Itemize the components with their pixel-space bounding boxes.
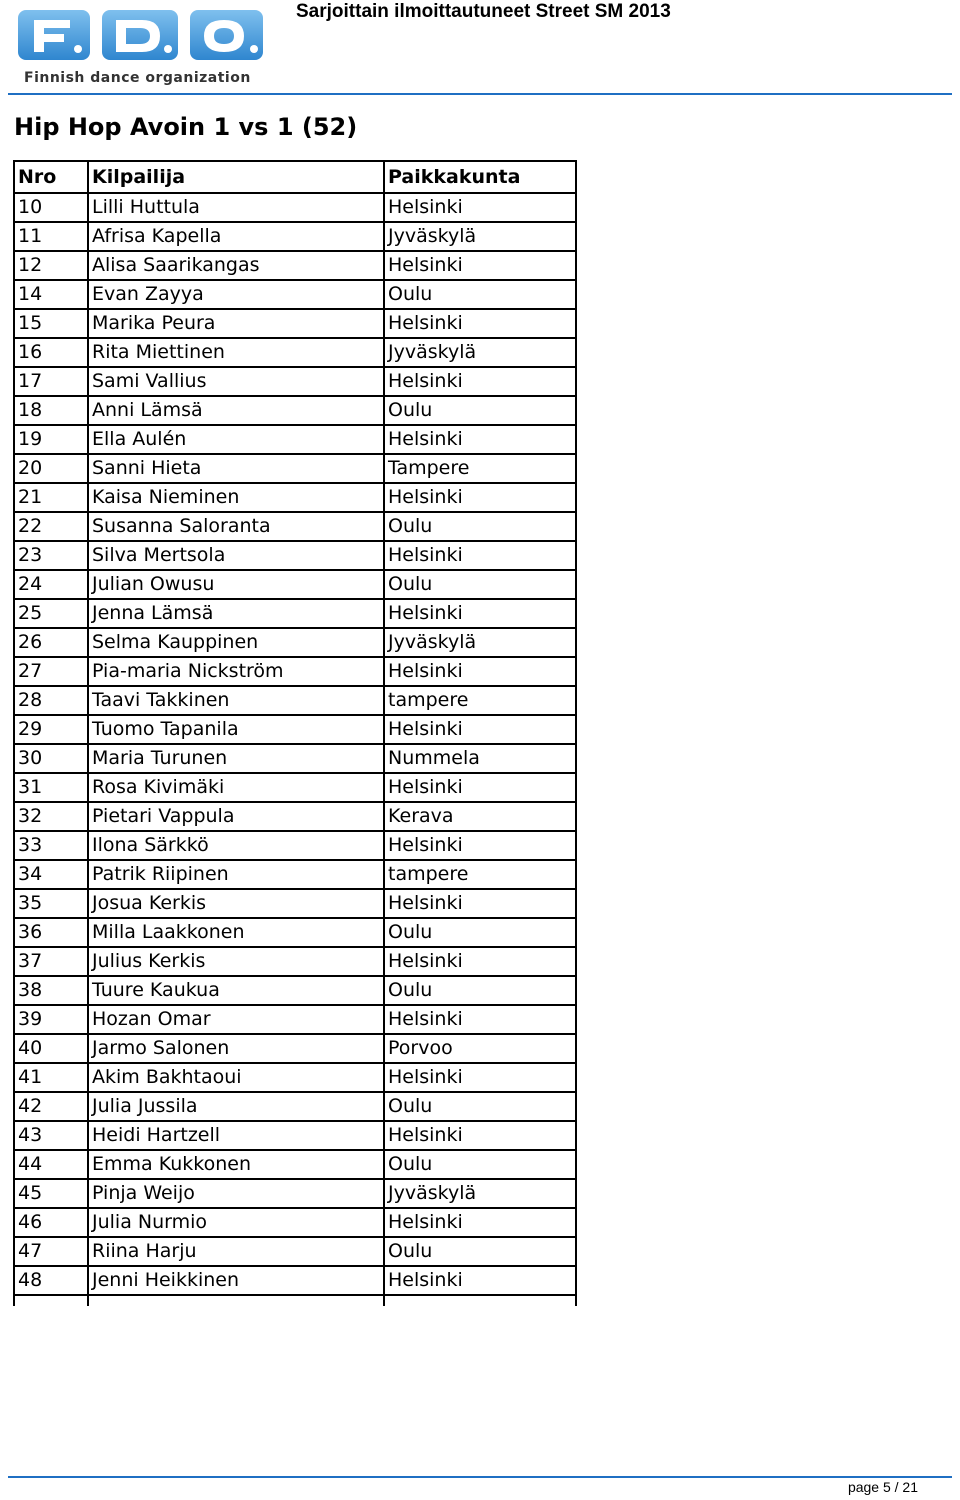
cell-kilpailija: Susanna Saloranta xyxy=(88,512,384,541)
cell-paikkakunta: Oulu xyxy=(384,1237,576,1266)
cell-kilpailija: Pinja Weijo xyxy=(88,1179,384,1208)
table-row xyxy=(14,1150,576,1179)
table-row xyxy=(14,889,576,918)
cell-paikkakunta: Helsinki xyxy=(384,193,576,222)
cell-kilpailija: Evan Zayya xyxy=(88,280,384,309)
table-row xyxy=(14,628,576,657)
table-row xyxy=(14,251,576,280)
fdo-logo-mark xyxy=(18,8,263,64)
cell-nro: 25 xyxy=(14,599,88,628)
cell-nro: 45 xyxy=(14,1179,88,1208)
column-header-kilpailija: Kilpailija xyxy=(88,161,384,193)
cell-nro: 21 xyxy=(14,483,88,512)
cell-paikkakunta: Helsinki xyxy=(384,889,576,918)
cell-kilpailija: Tuure Kaukua xyxy=(88,976,384,1005)
cell-paikkakunta: tampere xyxy=(384,686,576,715)
cell-paikkakunta: Helsinki xyxy=(384,1121,576,1150)
cell-nro: 11 xyxy=(14,222,88,251)
table-row xyxy=(14,599,576,628)
cell-nro: 41 xyxy=(14,1063,88,1092)
cell-nro: 37 xyxy=(14,947,88,976)
cell-kilpailija: Alisa Saarikangas xyxy=(88,251,384,280)
fdo-logo xyxy=(18,8,263,88)
cell-nro: 23 xyxy=(14,541,88,570)
cell-kilpailija: Akim Bakhtaoui xyxy=(88,1063,384,1092)
cell-paikkakunta: Oulu xyxy=(384,976,576,1005)
cell-paikkakunta: Jyväskylä xyxy=(384,1179,576,1208)
table-row xyxy=(14,483,576,512)
cell-nro: 38 xyxy=(14,976,88,1005)
empty-cell xyxy=(14,1295,88,1306)
cell-kilpailija: Sanni Hieta xyxy=(88,454,384,483)
cell-paikkakunta: Helsinki xyxy=(384,1063,576,1092)
table-row xyxy=(14,425,576,454)
cell-paikkakunta: Helsinki xyxy=(384,947,576,976)
table-row xyxy=(14,744,576,773)
cell-paikkakunta: Jyväskylä xyxy=(384,338,576,367)
table-row xyxy=(14,570,576,599)
cell-paikkakunta: Helsinki xyxy=(384,715,576,744)
table-row xyxy=(14,454,576,483)
cell-kilpailija: Taavi Takkinen xyxy=(88,686,384,715)
footer-divider xyxy=(8,1476,952,1478)
cell-nro: 32 xyxy=(14,802,88,831)
cell-nro: 39 xyxy=(14,1005,88,1034)
table-row xyxy=(14,686,576,715)
cell-kilpailija: Tuomo Tapanila xyxy=(88,715,384,744)
table-row xyxy=(14,309,576,338)
cell-nro: 10 xyxy=(14,193,88,222)
cell-kilpailija: Rita Miettinen xyxy=(88,338,384,367)
cell-kilpailija: Kaisa Nieminen xyxy=(88,483,384,512)
cell-nro: 35 xyxy=(14,889,88,918)
cell-kilpailija: Milla Laakkonen xyxy=(88,918,384,947)
cell-paikkakunta: Oulu xyxy=(384,570,576,599)
cell-paikkakunta: Helsinki xyxy=(384,1266,576,1295)
table-row xyxy=(14,1266,576,1295)
cell-paikkakunta: Oulu xyxy=(384,280,576,309)
table-row xyxy=(14,280,576,309)
table-row xyxy=(14,1005,576,1034)
cell-paikkakunta: tampere xyxy=(384,860,576,889)
entries-table xyxy=(13,160,577,1306)
cell-paikkakunta: Oulu xyxy=(384,918,576,947)
section-title: Hip Hop Avoin 1 vs 1 (52) xyxy=(14,113,358,141)
cell-paikkakunta: Oulu xyxy=(384,1092,576,1121)
cell-kilpailija: Jarmo Salonen xyxy=(88,1034,384,1063)
cell-kilpailija: Anni Lämsä xyxy=(88,396,384,425)
cell-nro: 27 xyxy=(14,657,88,686)
cell-nro: 24 xyxy=(14,570,88,599)
page-number: page 5 / 21 xyxy=(847,1479,918,1495)
cell-paikkakunta: Helsinki xyxy=(384,483,576,512)
table-row xyxy=(14,222,576,251)
cell-nro: 36 xyxy=(14,918,88,947)
cell-paikkakunta: Helsinki xyxy=(384,773,576,802)
cell-nro: 46 xyxy=(14,1208,88,1237)
document-title: Sarjoittain ilmoittautuneet Street SM 2013 xyxy=(296,1,671,22)
cell-paikkakunta: Kerava xyxy=(384,802,576,831)
empty-cell xyxy=(88,1295,384,1306)
cell-kilpailija: Maria Turunen xyxy=(88,744,384,773)
table-row xyxy=(14,1179,576,1208)
column-header-nro: Nro xyxy=(14,161,88,193)
cell-nro: 18 xyxy=(14,396,88,425)
cell-kilpailija: Heidi Hartzell xyxy=(88,1121,384,1150)
cell-kilpailija: Pietari Vappula xyxy=(88,802,384,831)
cell-nro: 30 xyxy=(14,744,88,773)
cell-nro: 28 xyxy=(14,686,88,715)
cell-kilpailija: Julian Owusu xyxy=(88,570,384,599)
cell-paikkakunta: Helsinki xyxy=(384,657,576,686)
table-row xyxy=(14,773,576,802)
cell-paikkakunta: Helsinki xyxy=(384,309,576,338)
table-row xyxy=(14,802,576,831)
cell-paikkakunta: Helsinki xyxy=(384,367,576,396)
cell-kilpailija: Lilli Huttula xyxy=(88,193,384,222)
cell-kilpailija: Marika Peura xyxy=(88,309,384,338)
cell-kilpailija: Patrik Riipinen xyxy=(88,860,384,889)
cell-nro: 19 xyxy=(14,425,88,454)
table-header-row xyxy=(14,161,576,193)
cell-paikkakunta: Jyväskylä xyxy=(384,222,576,251)
cell-kilpailija: Emma Kukkonen xyxy=(88,1150,384,1179)
cell-nro: 42 xyxy=(14,1092,88,1121)
cell-nro: 22 xyxy=(14,512,88,541)
cell-nro: 44 xyxy=(14,1150,88,1179)
cell-nro: 40 xyxy=(14,1034,88,1063)
table-row xyxy=(14,1092,576,1121)
table-row xyxy=(14,947,576,976)
cell-paikkakunta: Helsinki xyxy=(384,541,576,570)
cell-paikkakunta: Oulu xyxy=(384,1150,576,1179)
cell-kilpailija: Julia Jussila xyxy=(88,1092,384,1121)
cell-nro: 48 xyxy=(14,1266,88,1295)
cell-paikkakunta: Porvoo xyxy=(384,1034,576,1063)
table-row xyxy=(14,1034,576,1063)
cell-paikkakunta: Helsinki xyxy=(384,251,576,280)
table-row xyxy=(14,918,576,947)
column-header-paikkakunta: Paikkakunta xyxy=(384,161,576,193)
table-row xyxy=(14,367,576,396)
cell-kilpailija: Ilona Särkkö xyxy=(88,831,384,860)
cell-kilpailija: Silva Mertsola xyxy=(88,541,384,570)
table-row xyxy=(14,976,576,1005)
table-body xyxy=(14,193,576,1306)
logo-caption: Finnish dance organization xyxy=(24,70,251,86)
cell-nro: 16 xyxy=(14,338,88,367)
cell-paikkakunta: Tampere xyxy=(384,454,576,483)
table-row xyxy=(14,1208,576,1237)
cell-kilpailija: Pia-maria Nickström xyxy=(88,657,384,686)
table-row xyxy=(14,1121,576,1150)
cell-paikkakunta: Helsinki xyxy=(384,425,576,454)
cell-kilpailija: Julius Kerkis xyxy=(88,947,384,976)
cell-kilpailija: Afrisa Kapella xyxy=(88,222,384,251)
cell-nro: 43 xyxy=(14,1121,88,1150)
cell-paikkakunta: Helsinki xyxy=(384,1005,576,1034)
table-row xyxy=(14,193,576,222)
cell-paikkakunta: Helsinki xyxy=(384,599,576,628)
cell-nro: 20 xyxy=(14,454,88,483)
table-row xyxy=(14,860,576,889)
cell-nro: 34 xyxy=(14,860,88,889)
cell-nro: 31 xyxy=(14,773,88,802)
cell-nro: 26 xyxy=(14,628,88,657)
empty-cell xyxy=(384,1295,576,1306)
cell-paikkakunta: Helsinki xyxy=(384,831,576,860)
table-row-continuation xyxy=(14,1295,576,1306)
cell-nro: 12 xyxy=(14,251,88,280)
cell-kilpailija: Rosa Kivimäki xyxy=(88,773,384,802)
cell-paikkakunta: Jyväskylä xyxy=(384,628,576,657)
table-row xyxy=(14,338,576,367)
cell-kilpailija: Sami Vallius xyxy=(88,367,384,396)
table-row xyxy=(14,831,576,860)
cell-kilpailija: Ella Aulén xyxy=(88,425,384,454)
table-row xyxy=(14,1237,576,1266)
table-row xyxy=(14,1063,576,1092)
cell-kilpailija: Jenna Lämsä xyxy=(88,599,384,628)
cell-kilpailija: Hozan Omar xyxy=(88,1005,384,1034)
cell-kilpailija: Julia Nurmio xyxy=(88,1208,384,1237)
table-row xyxy=(14,541,576,570)
cell-nro: 47 xyxy=(14,1237,88,1266)
cell-paikkakunta: Helsinki xyxy=(384,1208,576,1237)
table-row xyxy=(14,715,576,744)
cell-kilpailija: Josua Kerkis xyxy=(88,889,384,918)
cell-kilpailija: Riina Harju xyxy=(88,1237,384,1266)
table-row xyxy=(14,657,576,686)
table-row xyxy=(14,396,576,425)
cell-paikkakunta: Oulu xyxy=(384,512,576,541)
cell-kilpailija: Jenni Heikkinen xyxy=(88,1266,384,1295)
header-divider xyxy=(8,93,952,95)
cell-kilpailija: Selma Kauppinen xyxy=(88,628,384,657)
table-row xyxy=(14,512,576,541)
cell-nro: 29 xyxy=(14,715,88,744)
cell-paikkakunta: Nummela xyxy=(384,744,576,773)
cell-paikkakunta: Oulu xyxy=(384,396,576,425)
cell-nro: 17 xyxy=(14,367,88,396)
cell-nro: 14 xyxy=(14,280,88,309)
cell-nro: 33 xyxy=(14,831,88,860)
cell-nro: 15 xyxy=(14,309,88,338)
